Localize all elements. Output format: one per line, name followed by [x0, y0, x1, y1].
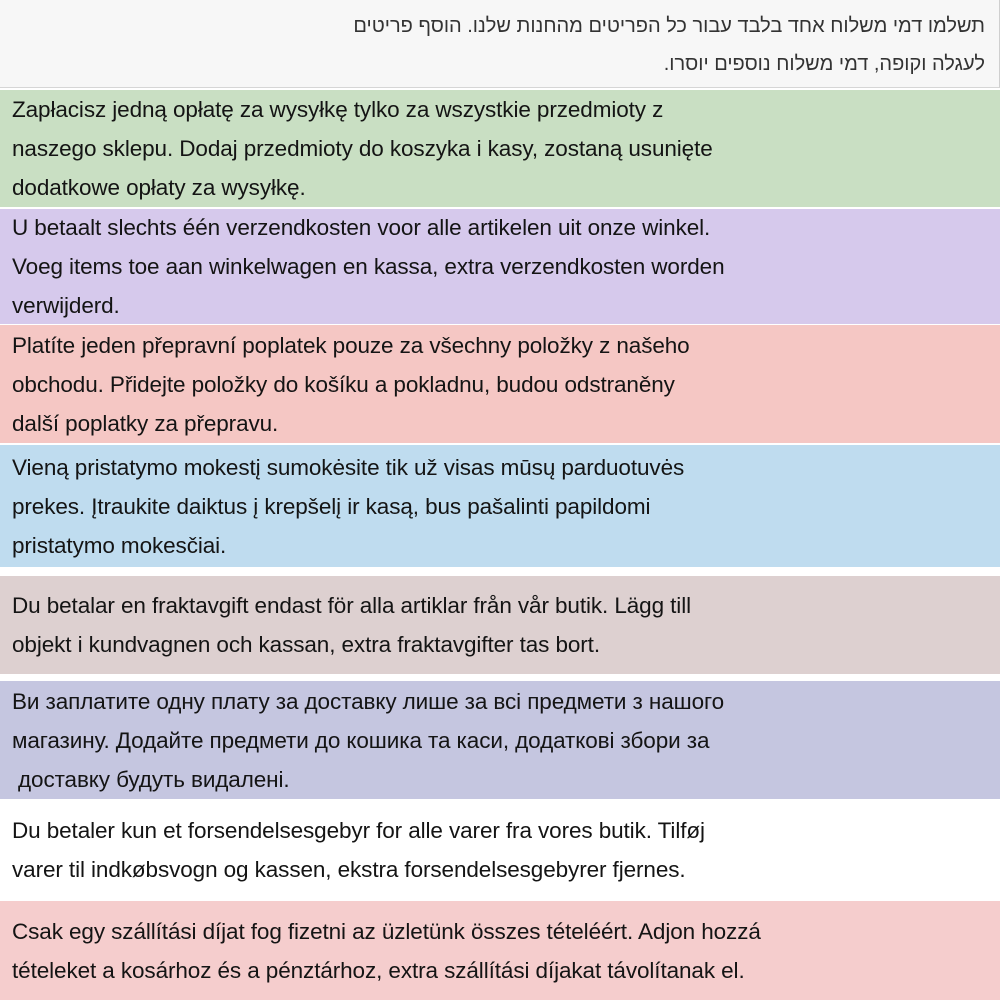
translation-block-czech [0, 325, 1000, 443]
translation-line: Platíte jeden přepravní poplatek pouze za všechny položky z našeho [12, 332, 690, 358]
translation-line: Ви заплатите одну плату за доставку лише за всі предмети з нашого [12, 688, 725, 714]
translation-line: další poplatky za přepravu. [12, 410, 279, 436]
translation-block-ukrainian [0, 681, 1000, 799]
translation-line: dodatkowe opłaty za wysyłkę. [12, 175, 306, 200]
translation-block-dutch [0, 209, 1000, 324]
translation-line: naszego sklepu. Dodaj przedmioty do koszyka i kasy, zostaną usunięte [12, 136, 713, 161]
header-line: לעגלה וקופה, דמי משלוח נוספים יוסרו. [663, 52, 985, 75]
translation-line: Du betalar en fraktavgift endast för alla artiklar från vår butik. Lägg till [12, 593, 691, 618]
translation-line: prekes. Įtraukite daiktus į krepšelį ir kasą, bus pašalinti papildomi [12, 493, 651, 519]
translation-line: verwijderd. [12, 293, 120, 318]
translation-line: Vieną pristatymo mokestį sumokėsite tik už visas mūsų parduotuvės [12, 454, 685, 480]
translation-block-swedish [0, 576, 1000, 674]
header-translation-hebrew [0, 0, 1000, 88]
translation-line: Zapłacisz jedną opłatę za wysyłkę tylko za wszystkie przedmioty z [12, 97, 664, 122]
translation-block-lithuanian [0, 445, 1000, 567]
translation-line: Voeg items toe aan winkelwagen en kassa, extra verzendkosten worden [12, 254, 725, 279]
translation-line: objekt i kundvagnen och kassan, extra fraktavgifter tas bort. [12, 632, 600, 657]
translation-line: pristatymo mokesčiai. [12, 532, 227, 558]
translation-line: доставку будуть видалені. [18, 766, 290, 792]
translation-block-hungarian [0, 901, 1000, 1000]
translation-line: varer til indkøbsvogn og kassen, ekstra forsendelsesgebyrer fjernes. [12, 856, 686, 882]
translation-line: Du betaler kun et forsendelsesgebyr for alle varer fra vores butik. Tilføj [12, 817, 705, 843]
translation-block-danish [0, 802, 1000, 897]
translation-line: tételeket a kosárhoz és a pénztárhoz, extra szállítási díjakat távolítanak el. [12, 957, 745, 983]
translation-line: магазину. Додайте предмети до кошика та каси, додаткові збори за [12, 727, 710, 753]
translation-line: Csak egy szállítási díjat fog fizetni az üzletünk összes tételéért. Adjon hozzá [12, 918, 761, 944]
translation-line: obchodu. Přidejte položky do košíku a pokladnu, budou odstraněny [12, 371, 675, 397]
translation-line: U betaalt slechts één verzendkosten voor alle artikelen uit onze winkel. [12, 215, 711, 240]
header-line: תשלמו דמי משלוח אחד בלבד עבור כל הפריטים מהחנות שלנו. הוסף פריטים [353, 14, 985, 37]
translation-block-polish [0, 90, 1000, 207]
